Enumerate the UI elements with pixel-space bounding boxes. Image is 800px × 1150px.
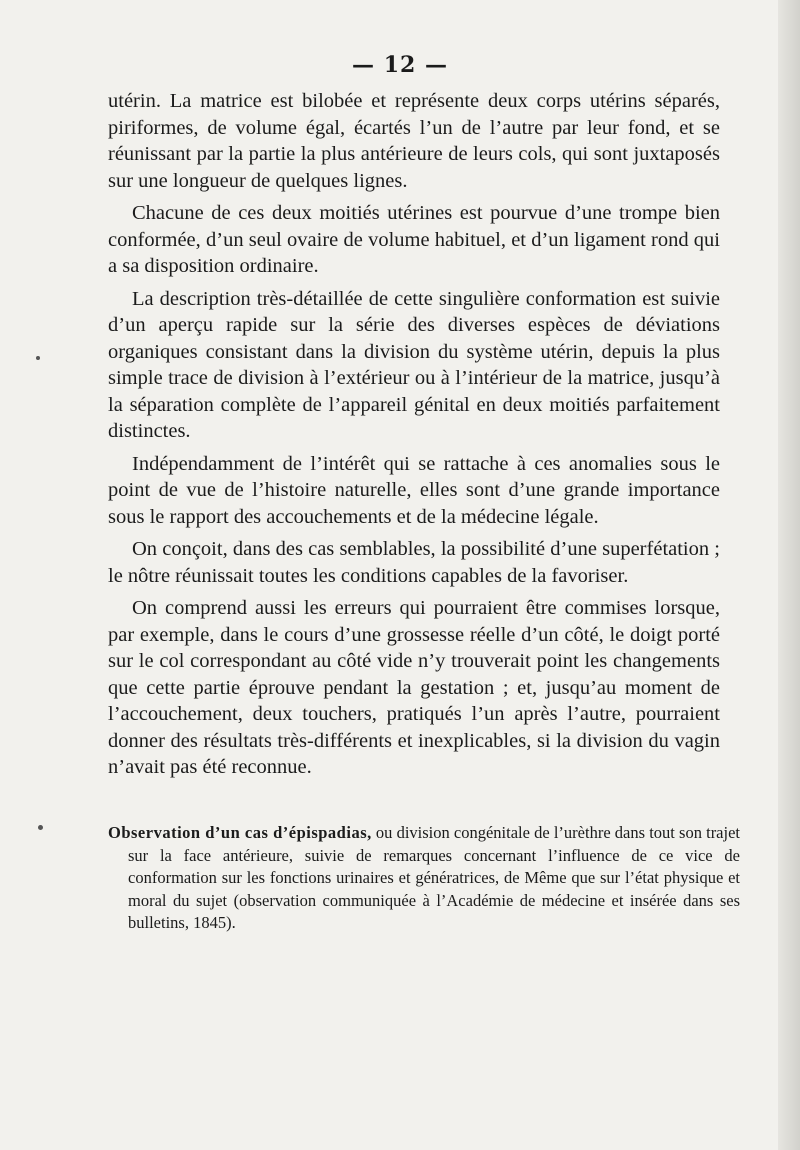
main-text [108,88,720,787]
observation-entry [108,822,740,935]
paragraph-4: Indépendamment de l’intérêt qui se rattache à ces anomalies sous le point de vue de l’histoire naturelle, elles sont d’une grande importance sous le rapport des accouchements et de la médecine légale. [108,452,720,528]
page-number: — 12 — [352,52,448,78]
observation-text: ou division congénitale de l’urèthre dans tout son trajet sur la face antérieure, suivie de remarques concernant l’influence de ce vice de conformation sur les fonctions urinaires et génératrices, de Même que sur l’état physique et moral du sujet (observation communiquée à l’Académie de médecine et insérée dans ses bulletins, 1845). [128,823,741,932]
observation-title: Observation d’un cas d’épispadias, [108,823,372,842]
page-edge-shadow [778,0,800,1150]
paragraph-1: utérin. La matrice est bilobée et représente deux corps utérins séparés, piriformes, de volume égal, écartés l’un de l’autre par leur fond, et se réunissant par la partie la plus antérieure de leurs cols, qui sont juxtaposés sur une longueur de quelques lignes. [108,90,720,192]
paragraph-2: Chacune de ces deux moitiés utérines est pourvue d’une trompe bien conformée, d’un seul ovaire de volume habituel, et d’un ligament rond qui a sa disposition ordinaire. [108,202,720,277]
paragraph-3: La description très-détaillée de cette singulière conformation est suivie d’un aperçu rapide sur la série des diverses espèces de déviations organiques consistant dans la division du système utérin, depuis la plus simple trace de division à l’extérieur ou à l’intérieur de la matrice, jusqu’à la séparation complète de l’appareil génital en deux moitiés parfaitement distinctes. [108,287,720,442]
ink-speck [36,356,40,360]
ink-speck [38,825,43,830]
paragraph-5: On conçoit, dans des cas semblables, la possibilité d’une superfétation ; le nôtre réunissait toutes les conditions capables de la favoriser. [108,538,720,587]
paragraph-6: On comprend aussi les erreurs qui pourraient être commises lorsque, par exemple, dans le cours d’une grossesse réelle d’un côté, le doigt porté sur le col correspondant au côté vide n’y trouverait point les changements que cette partie éprouve pendant la gestation ; et, jusqu’au moment de l’accouchement, deux touchers, pratiqués l’un après l’autre, pourraient donner des résultats très-différents et inexplicables, si la division du vagin n’avait pas été reconnue. [108,597,720,778]
